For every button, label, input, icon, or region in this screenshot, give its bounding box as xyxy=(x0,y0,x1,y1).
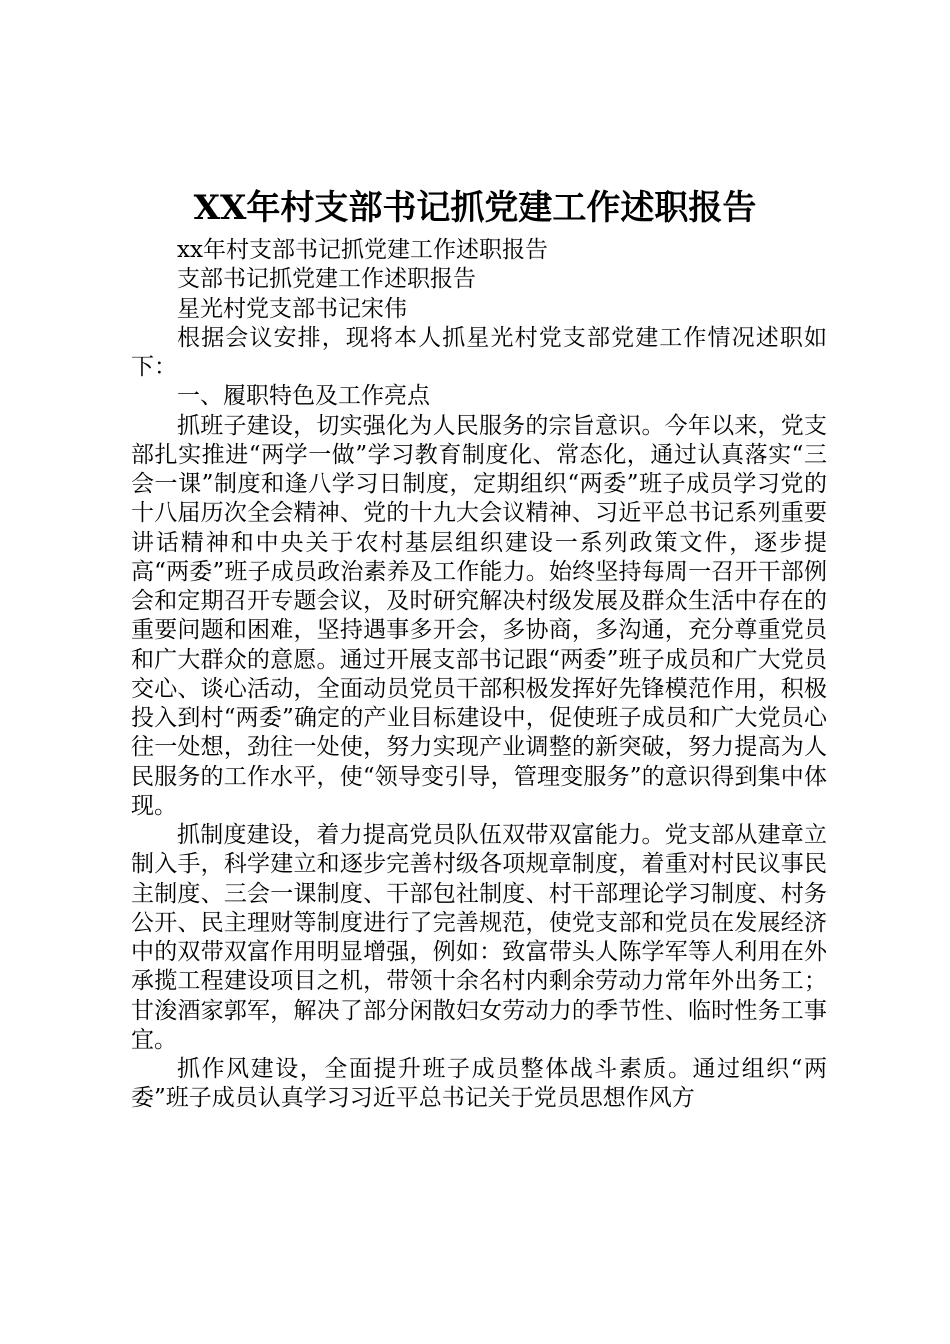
body-paragraph: 抓作风建设，全面提升班子成员整体战斗素质。通过组织“两委”班子成员认真学习习近平总书记关于党员思想作风方 xyxy=(131,1056,827,1112)
subtitle-line: xx年村支部书记抓党建工作述职报告 xyxy=(177,237,548,263)
section-heading: 一、履职特色及工作亮点 xyxy=(177,383,430,410)
body-paragraph: 抓制度建设，着力提高党员队伍双带双富能力。党支部从建章立制入手，科学建立和逐步完善村级各项规章制度，着重对村民议事民主制度、三会一课制度、干部包社制度、村干部理论学习制度、村务公开、民主理财等制度进行了完善规范，使党支部和党员在发展经济中的双带双富作用明显增强，例如：致富带头人陈学军等人利用在外承揽工程建设项目之机，带领十余名村内剩余劳动力常年外出务工；甘浚酒家郭军，解决了部分闲散妇女劳动力的季节性、临时性务工事宜。 xyxy=(131,822,827,1053)
document-title: XX年村支部书记抓党建工作述职报告 xyxy=(193,188,757,228)
body-paragraph: 根据会议安排，现将本人抓星光村党支部党建工作情况述职如下： xyxy=(131,324,827,380)
author-line: 星光村党支部书记宋伟 xyxy=(177,295,407,322)
body-paragraph: 抓班子建设，切实强化为人民服务的宗旨意识。今年以来，党支部扎实推进“两学一做”学习教育制度化、常态化，通过认真落实“三会一课”制度和逢八学习日制度，定期组织“两委”班子成员学习党的十八届历次全会精神、党的十九大会议精神、习近平总书记系列重要讲话精神和中央关于农村基层组织建设一系列政策文件，逐步提高“两委”班子成员政治素养及工作能力。始终坚持每周一召开干部例会和定期召开专题会议，及时研究解决村级发展及群众生活中存在的重要问题和困难，坚持遇事多开会，多协商，多沟通，充分尊重党员和广大群众的意愿。通过开展支部书记跟“两委”班子成员和广大党员交心、谈心活动，全面动员党员干部积极发挥好先锋模范作用，积极投入到村“两委”确定的产业目标建设中，促使班子成员和广大党员心往一处想，劲往一处使，努力实现产业调整的新突破，努力提高为人民服务的工作水平，使“领导变引导，管理变服务”的意识得到集中体现。 xyxy=(131,412,827,819)
subtitle-line: 支部书记抓党建工作述职报告 xyxy=(177,266,476,293)
document-body xyxy=(131,236,827,1114)
